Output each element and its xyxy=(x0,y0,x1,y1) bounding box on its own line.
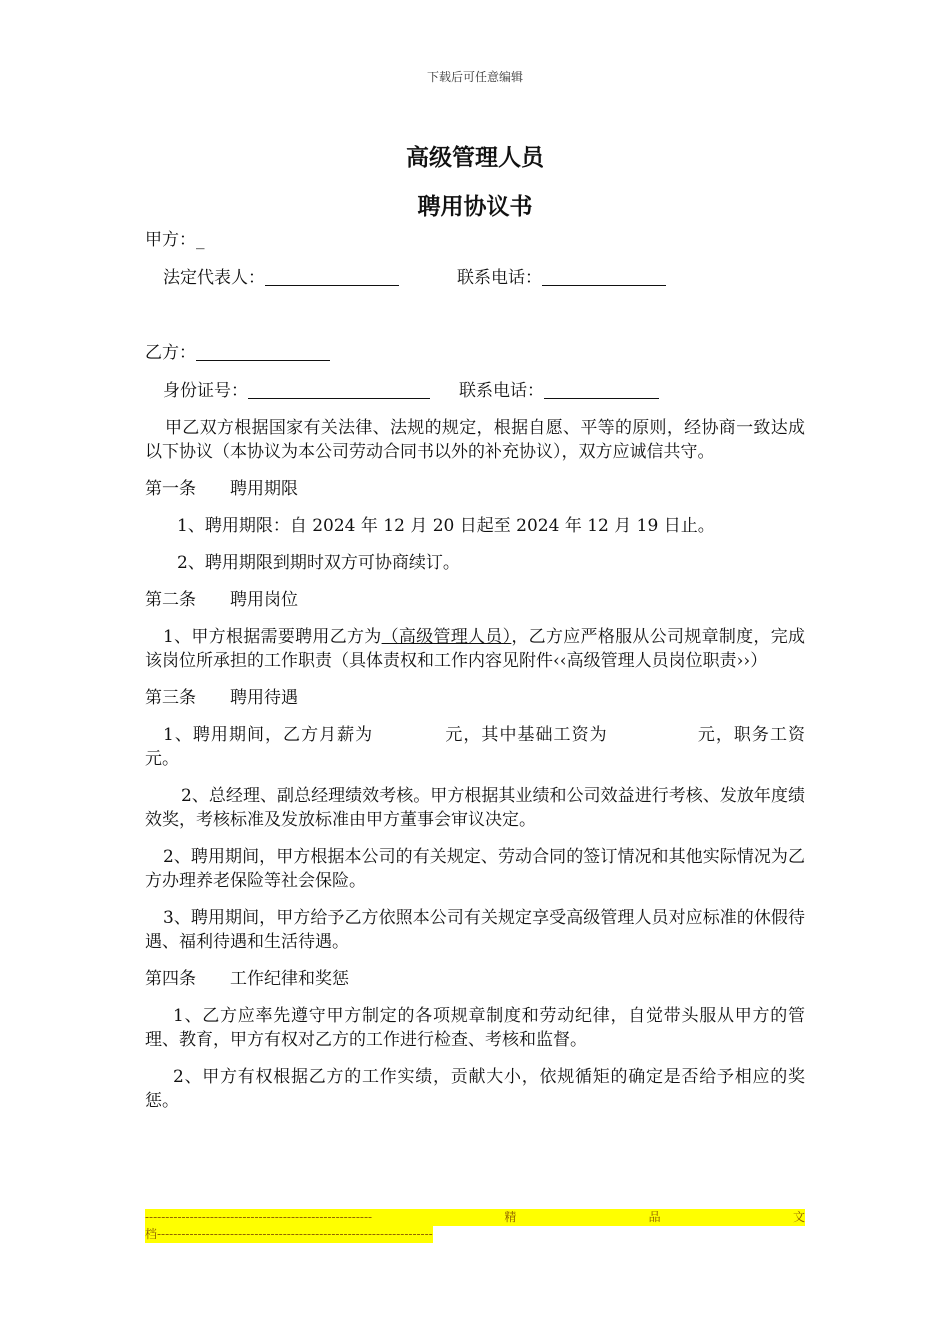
article-2-heading: 第二条 聘用岗位 xyxy=(145,590,298,610)
footer-line-2: 档-------------------------------------------------------------------- xyxy=(145,1227,433,1241)
party-b-id-line xyxy=(145,378,805,403)
footer-dashes: -------------------------------------------------------- xyxy=(145,1210,373,1224)
article-4-item-2: 2、甲方有权根据乙方的工作实绩，贡献大小，依规循矩的确定是否给予相应的奖惩。 xyxy=(145,1067,805,1111)
position-name: （高级管理人员） xyxy=(381,627,512,647)
article-2-item-1-pre: 1、甲方根据需要聘用乙方为 xyxy=(163,627,382,647)
article-3-heading: 第三条 聘用待遇 xyxy=(145,688,298,708)
party-a-rep-label: 法定代表人： xyxy=(163,268,265,288)
article-1-heading: 第一条 聘用期限 xyxy=(145,479,298,499)
party-b-phone-blank xyxy=(544,378,659,399)
footer-word-1: 精 xyxy=(504,1210,517,1224)
party-a-rep-line xyxy=(145,265,805,290)
footer-banner xyxy=(145,1209,805,1243)
article-2-item-1-rest: ，乙方应严格服从公司规章制度，完成该岗位所承担的工作职责（具体责权和工作内容见附件‹‹高级管理人员岗位职责››） xyxy=(145,627,806,671)
party-b-line xyxy=(145,340,805,365)
footer-word-3: 文 xyxy=(792,1210,805,1224)
article-3-item-3: 2、聘用期间，甲方根据本公司的有关规定、劳动合同的签订情况和其他实际情况为乙方办理养老保险等社会保险。 xyxy=(145,847,805,891)
document-body xyxy=(145,228,856,1113)
party-a-line xyxy=(145,228,805,252)
party-b-label: 乙方： xyxy=(145,343,196,363)
article-4-heading: 第四条 工作纪律和奖惩 xyxy=(145,969,349,989)
id-blank xyxy=(248,378,430,399)
party-a-phone-blank xyxy=(542,265,666,286)
party-a-label: 甲方：_ xyxy=(145,230,205,250)
article-3-item-2: 2、总经理、副总经理绩效考核。甲方根据其业绩和公司效益进行考核、发放年度绩效奖，考核标准及发放标准由甲方董事会审议决定。 xyxy=(145,786,805,830)
article-1-item-2: 2、聘用期限到期时双方可协商续订。 xyxy=(177,553,460,573)
intro-paragraph: 甲乙双方根据国家有关法律、法规的规定，根据自愿、平等的原则，经协商一致达成以下协议（本协议为本公司劳动合同书以外的补充协议），双方应诚信共守。 xyxy=(145,418,805,462)
party-b-phone-label: 联系电话： xyxy=(459,381,544,401)
footer-line-1 xyxy=(145,1209,805,1226)
article-1-item-1: 1、聘用期限：自 2024 年 12 月 20 日起至 2024 年 12 月 19 日止。 xyxy=(177,516,715,536)
party-b-blank xyxy=(196,340,330,361)
header-note: 下载后可任意编辑 xyxy=(426,70,523,84)
article-2-item-1 xyxy=(145,625,805,673)
rep-blank xyxy=(265,265,399,286)
party-b-id-label: 身份证号： xyxy=(163,381,248,401)
document-subtitle: 聘用协议书 xyxy=(417,194,533,220)
footer-word-2: 品 xyxy=(648,1210,661,1224)
article-3-item-4: 3、聘用期间，甲方给予乙方依照本公司有关规定享受高级管理人员对应标准的休假待遇、福利待遇和生活待遇。 xyxy=(145,908,805,952)
article-3-item-1: 1、聘用期间，乙方月薪为 元，其中基础工资为 元，职务工资 元。 xyxy=(145,725,856,769)
party-a-phone-label: 联系电话： xyxy=(457,268,542,288)
article-4-item-1: 1、乙方应率先遵守甲方制定的各项规章制度和劳动纪律，自觉带头服从甲方的管理、教育，甲方有权对乙方的工作进行检查、考核和监督。 xyxy=(145,1006,805,1050)
document-title: 高级管理人员 xyxy=(406,145,544,171)
